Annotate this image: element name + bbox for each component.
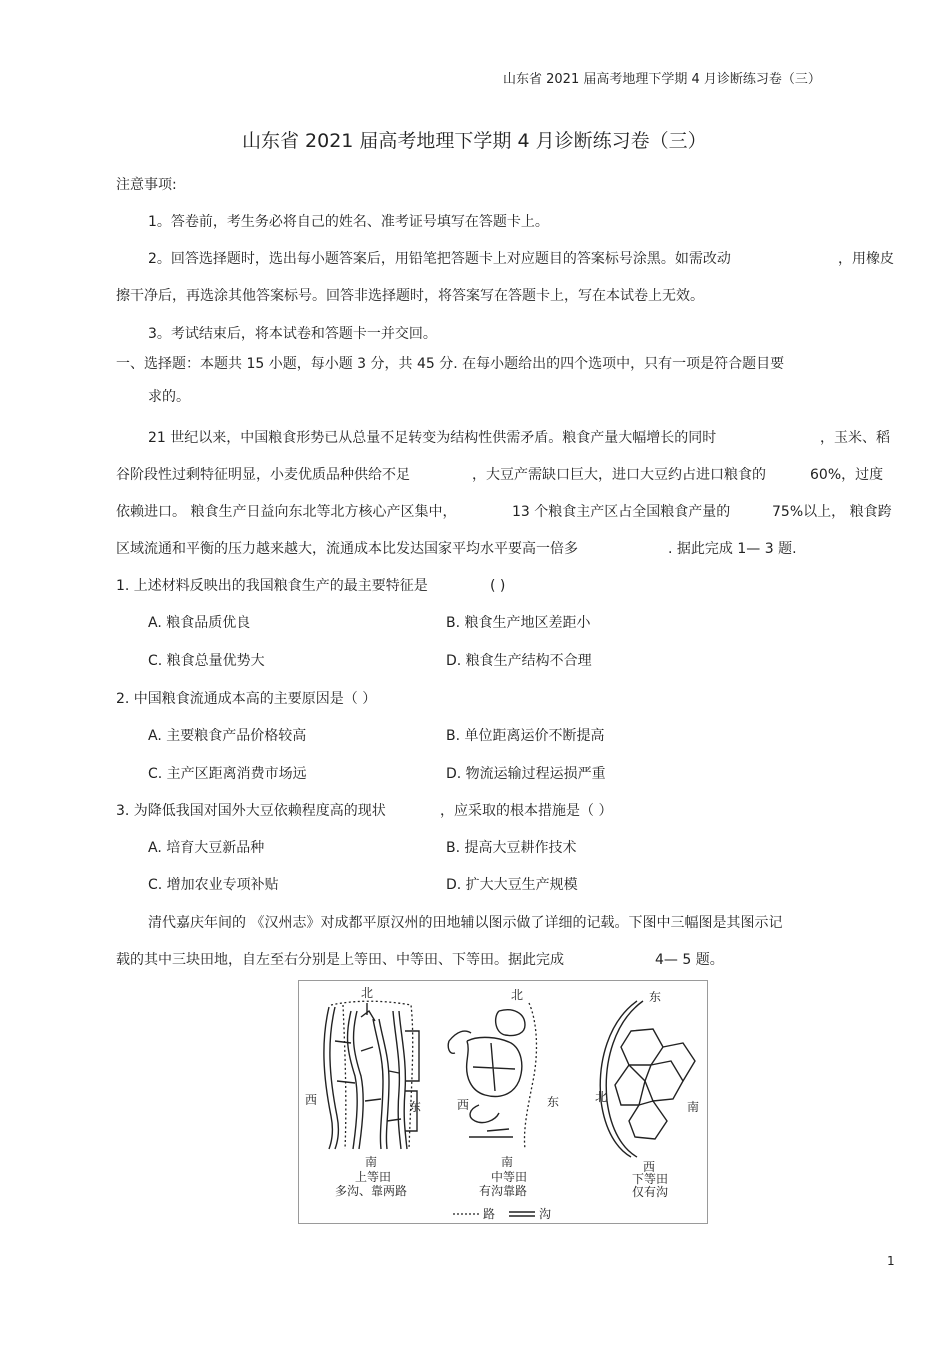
map-2-middle-grade-field <box>448 1010 525 1137</box>
map-3-north-label: 北 <box>595 1090 608 1104</box>
map-3-west-label: 西 <box>643 1160 656 1174</box>
map-2-north-label: 北 <box>511 988 524 1002</box>
question-1-option-d: D. 粮食生产结构不合理 <box>446 653 592 669</box>
passage-1-line-4-end: . 据此完成 1— 3 题. <box>668 541 797 557</box>
page-number: 1 <box>887 1254 895 1268</box>
section-1-heading: 一、选择题：本题共 15 小题，每小题 3 分，共 45 分. 在每小题给出的四个选项中，只有一项是符合题目要 <box>116 356 785 372</box>
question-1-stem: 1. 上述材料反映出的我国粮食生产的最主要特征是 <box>116 578 428 594</box>
note-2-line-1-end: ，用橡皮 <box>838 251 894 267</box>
question-3-option-c: C. 增加农业专项补贴 <box>148 877 279 893</box>
passage-1-line-3-end: 75%以上， 粮食跨 <box>772 504 892 520</box>
map-3-south-label: 南 <box>687 1100 700 1114</box>
note-1: 1。答卷前，考生务必将自己的姓名、准考证号填写在答题卡上。 <box>148 214 549 230</box>
note-2-line-1: 2。回答选择题时，选出每小题答案后，用铅笔把答题卡上对应题目的答案标号涂黑。如需改动 <box>148 251 731 267</box>
map-2-west-label: 西 <box>457 1098 470 1112</box>
question-1-option-a: A. 粮食品质优良 <box>148 615 251 631</box>
map-3-grade-label: 下等田 <box>632 1172 669 1186</box>
map-1-east-label: 东 <box>409 1100 422 1114</box>
question-2-option-d: D. 物流运输过程运损严重 <box>446 766 606 782</box>
question-2-option-b: B. 单位距离运价不断提高 <box>446 728 605 744</box>
legend-road-label: 路 <box>483 1207 496 1221</box>
note-3: 3。考试结束后，将本试卷和答题卡一并交回。 <box>148 326 437 342</box>
legend-ditch-label: 沟 <box>539 1207 552 1221</box>
map-3-desc-label: 仅有沟 <box>632 1185 669 1199</box>
passage-1-line-1-end: ，玉米、稻 <box>820 430 890 446</box>
passage-1-line-2-mid: ，大豆产需缺口巨大，进口大豆约占进口粮食的 <box>472 467 766 483</box>
passage-1-line-3: 依赖进口。 粮食生产日益向东北等北方核心产区集中， <box>116 504 457 520</box>
page-title: 山东省 2021 届高考地理下学期 4 月诊断练习卷（三） <box>242 130 707 152</box>
map-3-east-label: 东 <box>649 990 662 1004</box>
map-2-south-label: 南 <box>501 1155 514 1169</box>
passage-1-line-1: 21 世纪以来，中国粮食形势已从总量不足转变为结构性供需矛盾。粮食产量大幅增长的同时 <box>148 430 717 446</box>
passage-1-line-4: 区域流通和平衡的压力越来越大，流通成本比发达国家平均水平要高一倍多 <box>116 541 578 557</box>
question-3-stem: 3. 为降低我国对国外大豆依赖程度高的现状 <box>116 803 386 819</box>
question-1-paren: ( ) <box>490 578 506 594</box>
passage-2-line-2-end: 4— 5 题。 <box>655 952 724 968</box>
question-3-option-a: A. 培育大豆新品种 <box>148 840 265 856</box>
map-2-grade-label: 中等田 <box>491 1170 528 1184</box>
question-3-stem-cont: ，应采取的根本措施是（ ） <box>440 803 613 819</box>
question-2-option-c: C. 主产区距离消费市场远 <box>148 766 307 782</box>
note-2-line-2: 擦干净后，再选涂其他答案标号。回答非选择题时，将答案写在答题卡上，写在本试卷上无效。 <box>116 288 704 304</box>
question-3-option-b: B. 提高大豆耕作技术 <box>446 840 577 856</box>
map-1-north-label: 北 <box>361 986 374 1000</box>
passage-1-line-2: 谷阶段性过剩特征明显，小麦优质品种供给不足 <box>116 467 410 483</box>
map-1-south-label: 南 <box>365 1155 378 1169</box>
legend-ditch-line <box>509 1212 535 1216</box>
passage-2-line-1: 清代嘉庆年间的 《汉州志》对成都平原汉州的田地辅以图示做了详细的记载。下图中三幅图是其图示记 <box>148 915 783 931</box>
map-1-west-label: 西 <box>305 1093 318 1107</box>
map-1-upper-grade-field <box>324 1003 422 1149</box>
running-header: 山东省 2021 届高考地理下学期 4 月诊断练习卷（三） <box>503 72 821 87</box>
section-1-heading-cont: 求的。 <box>148 389 190 405</box>
passage-2-line-2: 载的其中三块田地，自左至右分别是上等田、中等田、下等田。据此完成 <box>116 952 564 968</box>
map-2-east-label: 东 <box>547 1095 560 1109</box>
map-1-grade-label: 上等田 <box>355 1170 392 1184</box>
question-2-stem: 2. 中国粮食流通成本高的主要原因是（ ） <box>116 691 377 707</box>
field-maps-figure <box>298 980 708 1224</box>
question-3-option-d: D. 扩大大豆生产规模 <box>446 877 578 893</box>
map-1-desc-label: 多沟、靠两路 <box>335 1184 408 1198</box>
map-2-desc-label: 有沟靠路 <box>479 1184 528 1198</box>
question-1-option-c: C. 粮食总量优势大 <box>148 653 265 669</box>
notes-heading: 注意事项: <box>116 177 177 193</box>
question-1-option-b: B. 粮食生产地区差距小 <box>446 615 591 631</box>
map-3-lower-grade-field <box>600 1001 695 1157</box>
passage-1-line-2-end: 60%，过度 <box>810 467 884 483</box>
passage-1-line-3-mid: 13 个粮食主产区占全国粮食产量的 <box>512 504 731 520</box>
question-2-option-a: A. 主要粮食产品价格较高 <box>148 728 307 744</box>
